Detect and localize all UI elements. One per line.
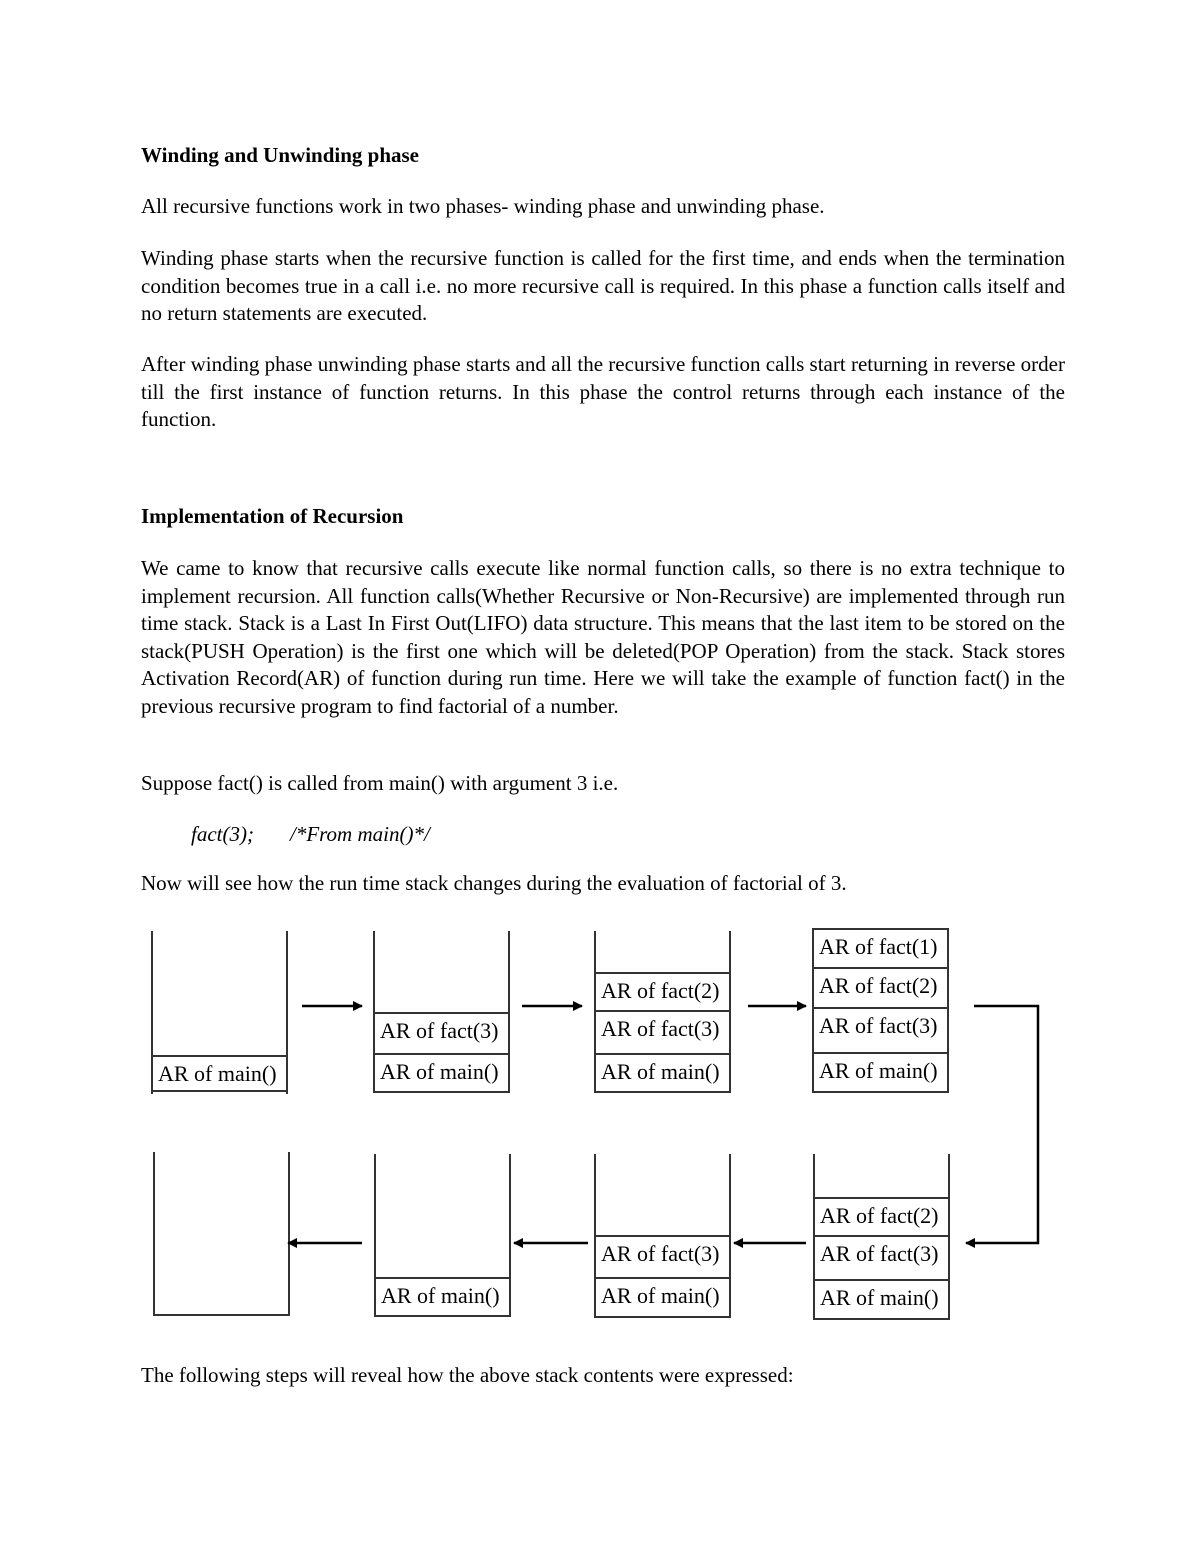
frame-fact3: AR of fact(3): [375, 1012, 508, 1055]
frame-fact2: AR of fact(2): [815, 1197, 948, 1237]
frame-main: AR of main(): [596, 1279, 729, 1318]
frame-fact3: AR of fact(3): [596, 1235, 729, 1279]
code-call: fact(3);: [191, 822, 254, 846]
frame-main: AR of main(): [815, 1281, 948, 1320]
paragraph-suppose: Suppose fact() is called from main() with argument 3 i.e.: [141, 771, 619, 795]
code-comment: /*From main()*/: [289, 822, 430, 846]
frame-main: AR of main(): [814, 1054, 947, 1093]
frame-main: AR of main(): [596, 1055, 729, 1093]
frame-fact2: AR of fact(2): [596, 972, 729, 1012]
paragraph-two-phases: All recursive functions work in two phases- winding phase and unwinding phase.: [141, 194, 825, 218]
arrow-turn-down: [966, 1006, 1038, 1243]
paragraph-unwinding-phase: After winding phase unwinding phase starts and all the recursive function calls start returning in reverse order till the first instance of function returns. In this phase the control returns through each instance of the function.: [141, 352, 1065, 431]
frame-fact3: AR of fact(3): [596, 1012, 729, 1055]
heading-implementation: Implementation of Recursion: [141, 504, 404, 528]
paragraph-winding-phase: Winding phase starts when the recursive function is called for the first time, and ends when the termination condition becomes true in a call i.e. no more recursive call is required. In this phase a function calls itself and no return statements are executed.: [141, 246, 1065, 325]
frame-main: AR of main(): [375, 1055, 508, 1093]
paragraph-following-steps: The following steps will reveal how the above stack contents were expressed:: [141, 1363, 794, 1387]
frame-fact3: AR of fact(3): [815, 1237, 948, 1281]
frame-fact3: AR of fact(3): [814, 1009, 947, 1054]
paragraph-implementation: We came to know that recursive calls execute like normal function calls, so there is no extra technique to implement recursion. All function calls(Whether Recursive or Non-Recursive) are implemented through run time stack. Stack is a Last In First Out(LIFO) data structure. This means that the last item to be stored on the stack(PUSH Operation) is the first one which will be deleted(POP Operation) from the stack. Stack stores Activation Record(AR) of function during run time. Here we will take the example of function fact() in the previous recursive program to find factorial of a number.: [141, 556, 1065, 718]
frame-fact2: AR of fact(2): [814, 969, 947, 1009]
paragraph-stack-changes: Now will see how the run time stack changes during the evaluation of factorial of 3.: [141, 871, 847, 895]
frame-main: AR of main(): [376, 1277, 509, 1317]
frame-main: AR of main(): [153, 1055, 286, 1092]
heading-winding-unwinding: Winding and Unwinding phase: [141, 143, 420, 167]
frame-fact1: AR of fact(1): [814, 928, 947, 969]
